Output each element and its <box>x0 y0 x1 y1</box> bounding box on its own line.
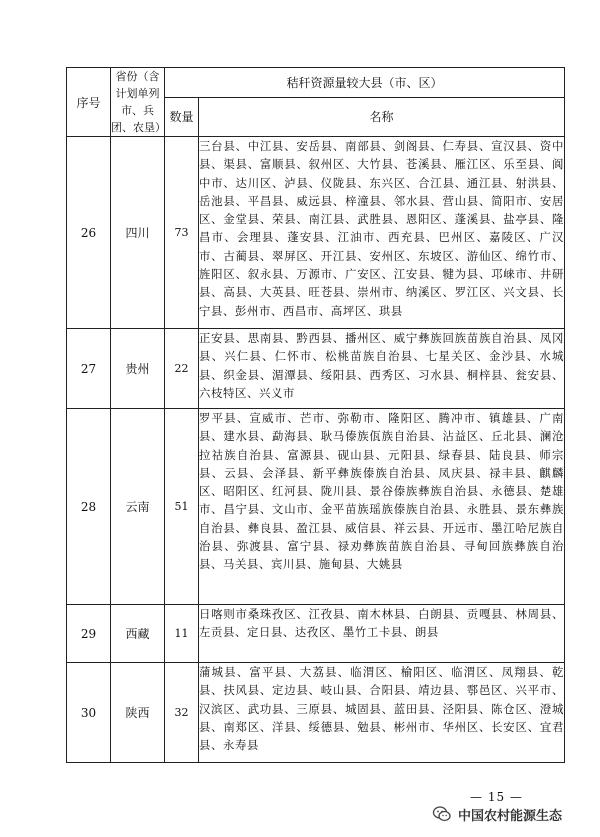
row-names: 三台县、中江县、安岳县、南部县、剑阁县、仁寿县、宣汉县、资中县、渠县、富顺县、叙州区、大竹县、苍溪县、雁江区、乐至县、阆中市、达川区、泸县、仪陇县、东兴区、合江县、通江县、射洪县、岳池县、平昌县、威远县、梓潼县、邻水县、营山县、简阳市、安居区、金堂县、荣县、南江县、武胜县、恩阳区、蓬溪县、盐亭县、隆昌市、会理县、蓬安县、江油市、西充县、巴州区、嘉陵区、广汉市、古蔺县、翠屏区、开江县、安州区、东坡区、游仙区、绵竹市、旌阳区、叙永县、万源市、广安区、江安县、犍为县、邛崃市、井研县、高县、大英县、旺苍县、崇州市、纳溪区、罗江区、兴文县、长宁县、彭州市、西昌市、高坪区、珙县 <box>199 137 565 329</box>
row-count: 32 <box>165 663 199 763</box>
watermark <box>432 803 562 825</box>
header-name: 名称 <box>199 97 565 136</box>
row-count: 22 <box>165 329 199 409</box>
table-row <box>67 605 565 663</box>
row-count: 73 <box>165 137 199 329</box>
table-row <box>67 137 565 329</box>
wechat-icon <box>432 804 452 824</box>
row-names: 罗平县、宣威市、芒市、弥勒市、隆阳区、腾冲市、镇雄县、广南县、建水县、勐海县、耿马傣族佤族自治县、沾益区、丘北县、澜沧拉祜族自治县、富源县、砚山县、元阳县、绿春县、陆良县、师宗县、云县、会泽县、新平彝族傣族自治县、凤庆县、禄丰县、麒麟区、昭阳区、红河县、陇川县、景谷傣族彝族自治县、永德县、楚雄市、昌宁县、文山市、金平苗族瑶族傣族自治县、永胜县、景东彝族自治县、彝良县、盈江县、威信县、祥云县、开远市、墨江哈尼族自治县、弥渡县、富宁县、禄劝彝族苗族自治县、寻甸回族彝族自治县、马关县、宾川县、施甸县、大姚县 <box>199 409 565 605</box>
row-province: 西藏 <box>111 605 165 663</box>
row-count: 11 <box>165 605 199 663</box>
row-names: 日喀则市桑珠孜区、江孜县、南木林县、白朗县、贡嘎县、林周县、左贡县、定日县、达孜区、墨竹工卡县、朗县 <box>199 605 565 663</box>
table-row <box>67 409 565 605</box>
row-number: 26 <box>67 137 111 329</box>
header-province: 省份（含计划单列市、兵团、农垦） <box>111 68 165 137</box>
page-number: — 15 — <box>470 790 523 804</box>
row-province: 云南 <box>111 409 165 605</box>
row-province: 陕西 <box>111 663 165 763</box>
watermark-text: 中国农村能源生态 <box>458 808 563 824</box>
row-province: 贵州 <box>111 329 165 409</box>
row-number: 30 <box>67 663 111 763</box>
row-names: 蒲城县、富平县、大荔县、临渭区、榆阳区、临渭区、凤翔县、乾县、扶风县、定边县、岐山县、合阳县、靖边县、鄠邑区、兴平市、汉滨区、武功县、三原县、城固县、蓝田县、泾阳县、陈仓区、澄城县、南郑区、洋县、绥德县、勉县、彬州市、华州区、长安区、宜君县、永寿县 <box>199 663 565 763</box>
header-group-title: 秸秆资源量较大县（市、区） <box>165 68 565 98</box>
county-table <box>66 67 565 763</box>
row-province: 四川 <box>111 137 165 329</box>
row-count: 51 <box>165 409 199 605</box>
header-row-top <box>67 68 565 98</box>
row-number: 29 <box>67 605 111 663</box>
row-names: 正安县、思南县、黔西县、播州区、威宁彝族回族苗族自治县、凤冈县、兴仁县、仁怀市、松桃苗族自治县、七星关区、金沙县、水城县、织金县、湄潭县、绥阳县、西秀区、习水县、桐梓县、瓮安县、六枝特区、兴义市 <box>199 329 565 409</box>
row-number: 27 <box>67 329 111 409</box>
table-row <box>67 329 565 409</box>
header-seq: 序号 <box>67 68 111 137</box>
table-row <box>67 663 565 763</box>
row-number: 28 <box>67 409 111 605</box>
header-count: 数量 <box>165 97 199 136</box>
